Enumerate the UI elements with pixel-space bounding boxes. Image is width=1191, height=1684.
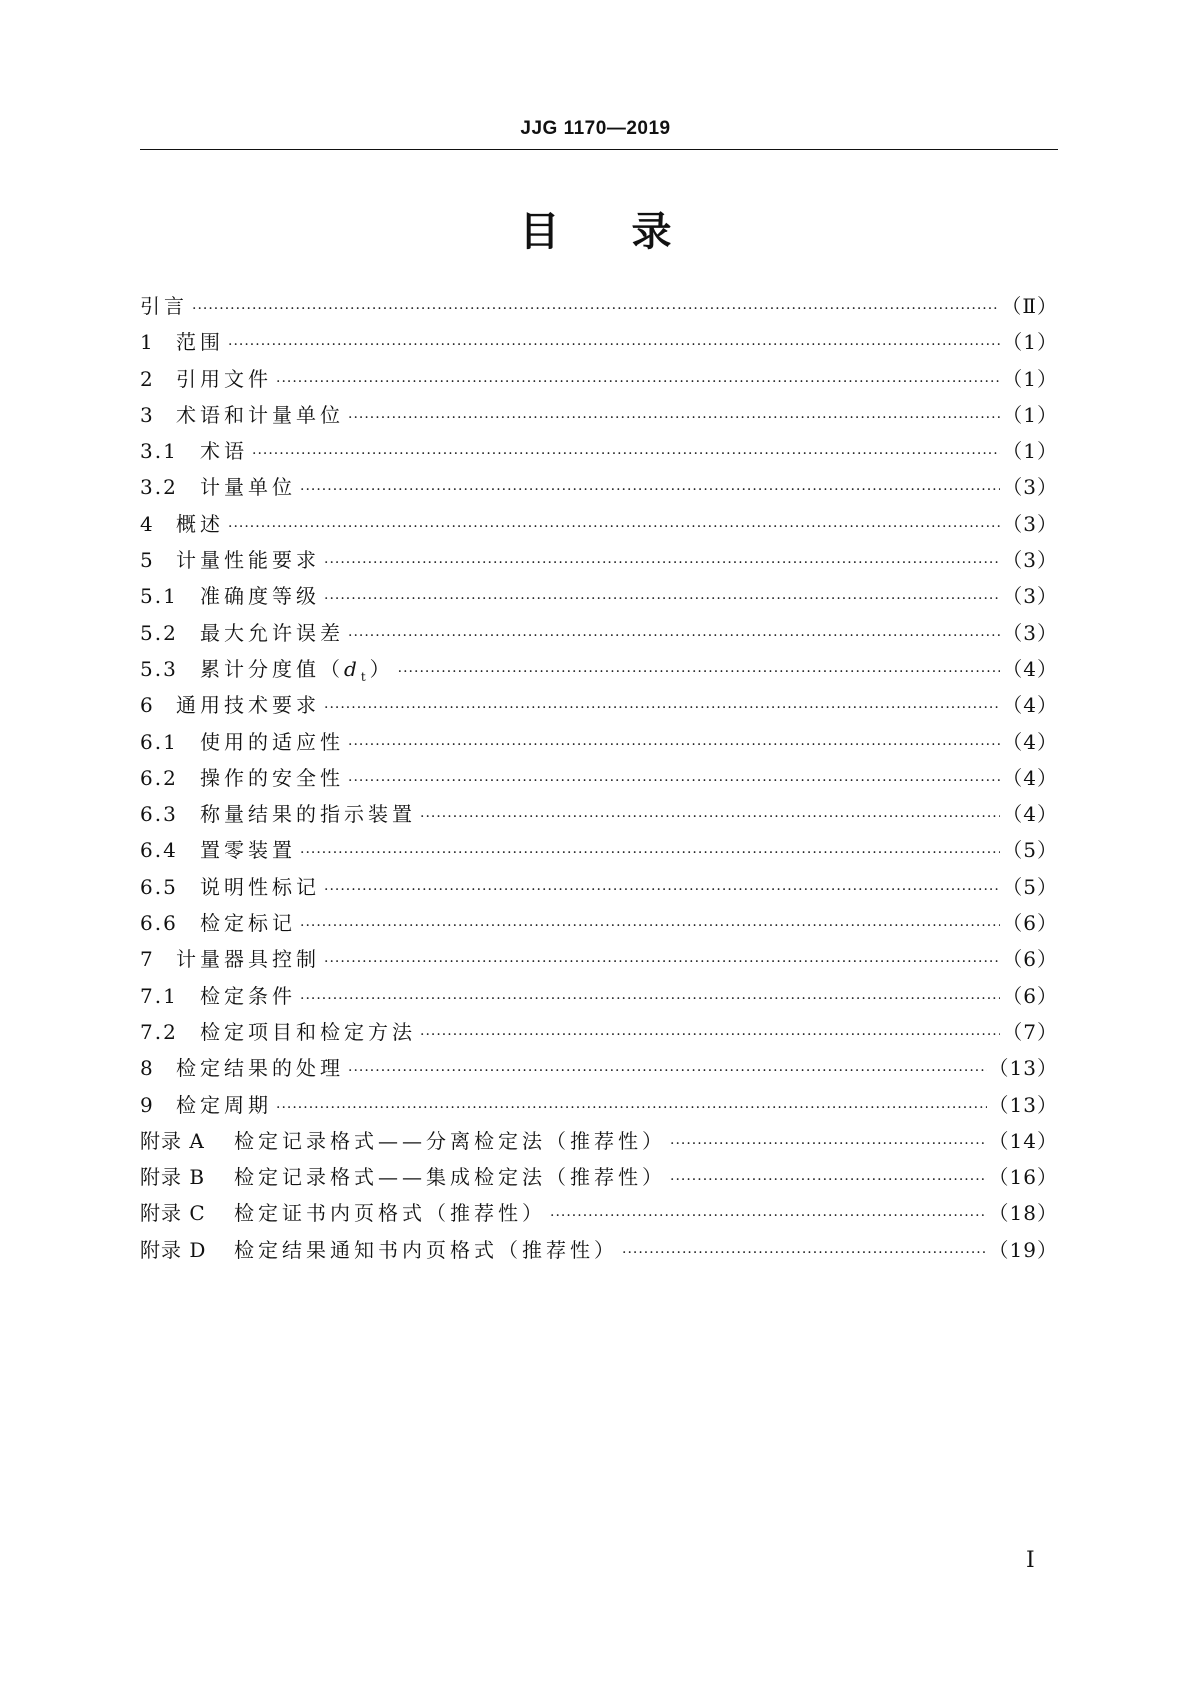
toc-entry[interactable]: [140, 544, 1058, 580]
toc-entry-number: 5: [140, 548, 155, 573]
toc-entry-number: 附录 A: [140, 1128, 205, 1153]
toc-entry-page: （3）: [1002, 584, 1058, 609]
toc-entry[interactable]: [140, 689, 1058, 725]
toc-entry[interactable]: [140, 871, 1058, 907]
toc-entry-page: （13）: [988, 1092, 1058, 1117]
toc-entry-label-text: 操作的安全性: [200, 765, 344, 790]
toc-leader-dots: [228, 337, 1000, 353]
toc-entry-label: [176, 363, 272, 392]
toc-entry-number: 7.2: [140, 1019, 178, 1044]
toc-entry[interactable]: [140, 1197, 1058, 1233]
page-number: Ⅰ: [1026, 1548, 1035, 1573]
toc-entry-number: 6.1: [140, 729, 178, 754]
toc-entry-label: [200, 798, 416, 827]
toc-entry-page: （13）: [988, 1056, 1058, 1081]
toc-entry-label-text: 范围: [176, 330, 224, 355]
toc-leader-dots: [670, 1136, 987, 1152]
toc-entry-label-text: 检定记录格式——分离检定法（推荐性）: [234, 1128, 666, 1153]
toc-entry-label: [140, 290, 188, 319]
toc-entry[interactable]: [140, 762, 1058, 798]
toc-entry[interactable]: [140, 1125, 1058, 1161]
toc-entry-number: 5.3: [140, 656, 178, 681]
header-rule: [140, 149, 1058, 150]
toc-entry-page: （Ⅱ）: [1001, 294, 1058, 318]
toc-entry-label: [176, 544, 320, 573]
toc-entry-label: [234, 1197, 546, 1226]
toc-entry-label-text: 术语: [200, 439, 248, 464]
toc-leader-dots: [252, 446, 1000, 462]
toc-entry-label: [200, 653, 394, 684]
toc-entry-label: [176, 508, 224, 537]
toc-entry-page: （1）: [1002, 402, 1058, 427]
toc-entry-page: （4）: [1002, 656, 1058, 681]
toc-entry-label-text: 计量单位: [200, 475, 296, 500]
toc-entry-page: （18）: [988, 1201, 1058, 1226]
toc-entry-label-text: 计量器具控制: [176, 947, 320, 972]
toc-entry-page: （4）: [1002, 693, 1058, 718]
toc-entry-label-text: 检定标记: [200, 911, 296, 936]
toc-entry[interactable]: [140, 363, 1058, 399]
toc-entry-page: （6）: [1002, 983, 1058, 1008]
toc-entry[interactable]: [140, 399, 1058, 435]
toc-leader-dots: [276, 374, 1000, 390]
toc-entry-number: 6.2: [140, 765, 178, 790]
toc-leader-dots: [300, 845, 1000, 861]
toc-entry-number: 1: [140, 330, 155, 355]
toc-entry[interactable]: [140, 290, 1058, 326]
toc-entry[interactable]: [140, 1234, 1058, 1270]
toc-entry-page: （6）: [1002, 947, 1058, 972]
toc-entry-label: [200, 726, 344, 755]
toc-entry[interactable]: [140, 471, 1058, 507]
toc-entry-number: 2: [140, 366, 155, 391]
toc-entry-label-text: 检定证书内页格式（推荐性）: [234, 1201, 546, 1226]
toc-entry-label-text: 计量性能要求: [176, 548, 320, 573]
toc-entry[interactable]: [140, 580, 1058, 616]
toc-entry-label: [200, 471, 296, 500]
toc-entry[interactable]: [140, 653, 1058, 689]
toc-entry-number: 7: [140, 947, 155, 972]
toc-entry-label-text: 准确度等级: [200, 584, 320, 609]
toc-leader-dots: [348, 628, 1000, 644]
toc-entry-label-text: 检定周期: [176, 1092, 272, 1117]
page-title: 目录: [519, 209, 744, 255]
toc-entry-label-text: 称量结果的指示装置: [200, 802, 416, 827]
toc-entry-label-text: 检定结果的处理: [176, 1056, 344, 1081]
toc-entry[interactable]: [140, 834, 1058, 870]
toc-entry-page: （1）: [1002, 439, 1058, 464]
toc-leader-dots: [324, 882, 1000, 898]
toc-leader-dots: [300, 991, 1000, 1007]
table-of-contents: [140, 290, 1058, 1270]
toc-leader-dots: [276, 1100, 987, 1116]
toc-leader-dots: [228, 519, 1000, 535]
toc-entry[interactable]: [140, 435, 1058, 471]
toc-leader-dots: [324, 591, 1000, 607]
toc-leader-dots: [348, 773, 1000, 789]
toc-entry-variable-subscript: t: [360, 669, 370, 684]
toc-entry-label-text: 置零装置: [200, 838, 296, 863]
toc-entry-page: （1）: [1002, 330, 1058, 355]
toc-entry-label-text: 使用的适应性: [200, 729, 344, 754]
toc-entry[interactable]: [140, 326, 1058, 362]
toc-leader-dots: [398, 664, 1001, 680]
toc-entry-label: [200, 435, 248, 464]
toc-entry[interactable]: [140, 726, 1058, 762]
toc-entry-number: 9: [140, 1092, 155, 1117]
toc-leader-dots: [420, 809, 1000, 825]
toc-entry-page: （1）: [1002, 366, 1058, 391]
toc-entry-label-end: ）: [369, 656, 394, 681]
toc-entry-number: 6.6: [140, 911, 178, 936]
toc-entry-label: [176, 689, 320, 718]
toc-entry-label: [200, 762, 344, 791]
toc-entry[interactable]: [140, 1161, 1058, 1197]
toc-entry-label-text: 检定记录格式——集成检定法（推荐性）: [234, 1165, 666, 1190]
toc-entry[interactable]: [140, 980, 1058, 1016]
toc-entry-variable-symbol: d: [344, 656, 361, 681]
toc-entry[interactable]: [140, 617, 1058, 653]
toc-leader-dots: [622, 1245, 987, 1261]
toc-entry-number: 附录 B: [140, 1165, 206, 1190]
toc-entry-page: （3）: [1002, 620, 1058, 645]
toc-entry-number: 附录 D: [140, 1237, 207, 1262]
toc-entry-number: 6.5: [140, 874, 178, 899]
toc-entry-number: 6.4: [140, 838, 178, 863]
toc-entry-label: [234, 1125, 666, 1154]
toc-entry-label: [200, 580, 320, 609]
toc-leader-dots: [324, 954, 1000, 970]
toc-entry[interactable]: [140, 943, 1058, 979]
toc-entry-page: （16）: [988, 1165, 1058, 1190]
toc-leader-dots: [300, 918, 1000, 934]
toc-entry-page: （5）: [1002, 838, 1058, 863]
toc-entry-label: [234, 1234, 618, 1263]
toc-entry-label-text: 术语和计量单位: [176, 402, 344, 427]
toc-entry-page: （19）: [988, 1237, 1058, 1262]
toc-entry-label: [234, 1161, 666, 1190]
toc-leader-dots: [324, 555, 1000, 571]
toc-entry-number: 3: [140, 402, 155, 427]
toc-leader-dots: [348, 737, 1000, 753]
toc-entry-page: （3）: [1002, 548, 1058, 573]
toc-entry-label-text: 概述: [176, 511, 224, 536]
toc-entry-label: [176, 943, 320, 972]
toc-entry[interactable]: [140, 907, 1058, 943]
toc-entry-number: 6: [140, 693, 155, 718]
toc-entry-number: 7.1: [140, 983, 178, 1008]
toc-entry[interactable]: [140, 798, 1058, 834]
toc-entry-label: [176, 399, 344, 428]
toc-entry-variable: [344, 656, 370, 684]
toc-entry[interactable]: [140, 1089, 1058, 1125]
toc-entry-page: （14）: [988, 1128, 1058, 1153]
toc-leader-dots: [300, 482, 1000, 498]
toc-entry[interactable]: [140, 1016, 1058, 1052]
toc-entry-page: （4）: [1002, 765, 1058, 790]
toc-leader-dots: [348, 410, 1000, 426]
toc-entry-page: （5）: [1002, 874, 1058, 899]
toc-entry-page: （3）: [1002, 475, 1058, 500]
toc-entry-page: （4）: [1002, 729, 1058, 754]
toc-entry-page: （3）: [1002, 511, 1058, 536]
toc-entry-label: [176, 1089, 272, 1118]
toc-entry-number: 附录 C: [140, 1201, 206, 1226]
toc-entry-label-text: 最大允许误差: [200, 620, 344, 645]
toc-entry-label-text: 说明性标记: [200, 874, 320, 899]
toc-entry-number: 5.1: [140, 584, 178, 609]
toc-entry-label-text: 检定项目和检定方法: [200, 1019, 416, 1044]
toc-leader-dots: [192, 301, 999, 317]
toc-entry-label-text: 累计分度值（: [200, 656, 344, 681]
toc-entry[interactable]: [140, 508, 1058, 544]
toc-entry-label-text: 检定结果通知书内页格式（推荐性）: [234, 1237, 618, 1262]
toc-entry-label: [200, 834, 296, 863]
toc-entry-label: [176, 1052, 344, 1081]
toc-entry-number: 6.3: [140, 802, 178, 827]
document-code-header: JJG 1170—2019: [520, 118, 671, 139]
toc-entry-page: （6）: [1002, 911, 1058, 936]
toc-entry-number: 3.1: [140, 439, 178, 464]
toc-entry-label-text: 引言: [140, 294, 188, 318]
toc-entry-label: [200, 617, 344, 646]
toc-entry[interactable]: [140, 1052, 1058, 1088]
toc-entry-label-text: 检定条件: [200, 983, 296, 1008]
toc-entry-page: （7）: [1002, 1019, 1058, 1044]
toc-entry-label-text: 引用文件: [176, 366, 272, 391]
toc-entry-label: [200, 907, 296, 936]
toc-leader-dots: [420, 1027, 1000, 1043]
toc-leader-dots: [670, 1172, 987, 1188]
toc-entry-page: （4）: [1002, 802, 1058, 827]
toc-entry-number: 5.2: [140, 620, 178, 645]
toc-entry-label: [200, 980, 296, 1009]
toc-entry-label: [200, 1016, 416, 1045]
toc-leader-dots: [550, 1208, 987, 1224]
toc-entry-number: 3.2: [140, 475, 178, 500]
toc-leader-dots: [348, 1063, 987, 1079]
toc-entry-label-text: 通用技术要求: [176, 693, 320, 718]
toc-entry-label: [200, 871, 320, 900]
toc-entry-label: [176, 326, 224, 355]
toc-entry-number: 8: [140, 1056, 155, 1081]
toc-entry-number: 4: [140, 511, 155, 536]
toc-leader-dots: [324, 700, 1000, 716]
